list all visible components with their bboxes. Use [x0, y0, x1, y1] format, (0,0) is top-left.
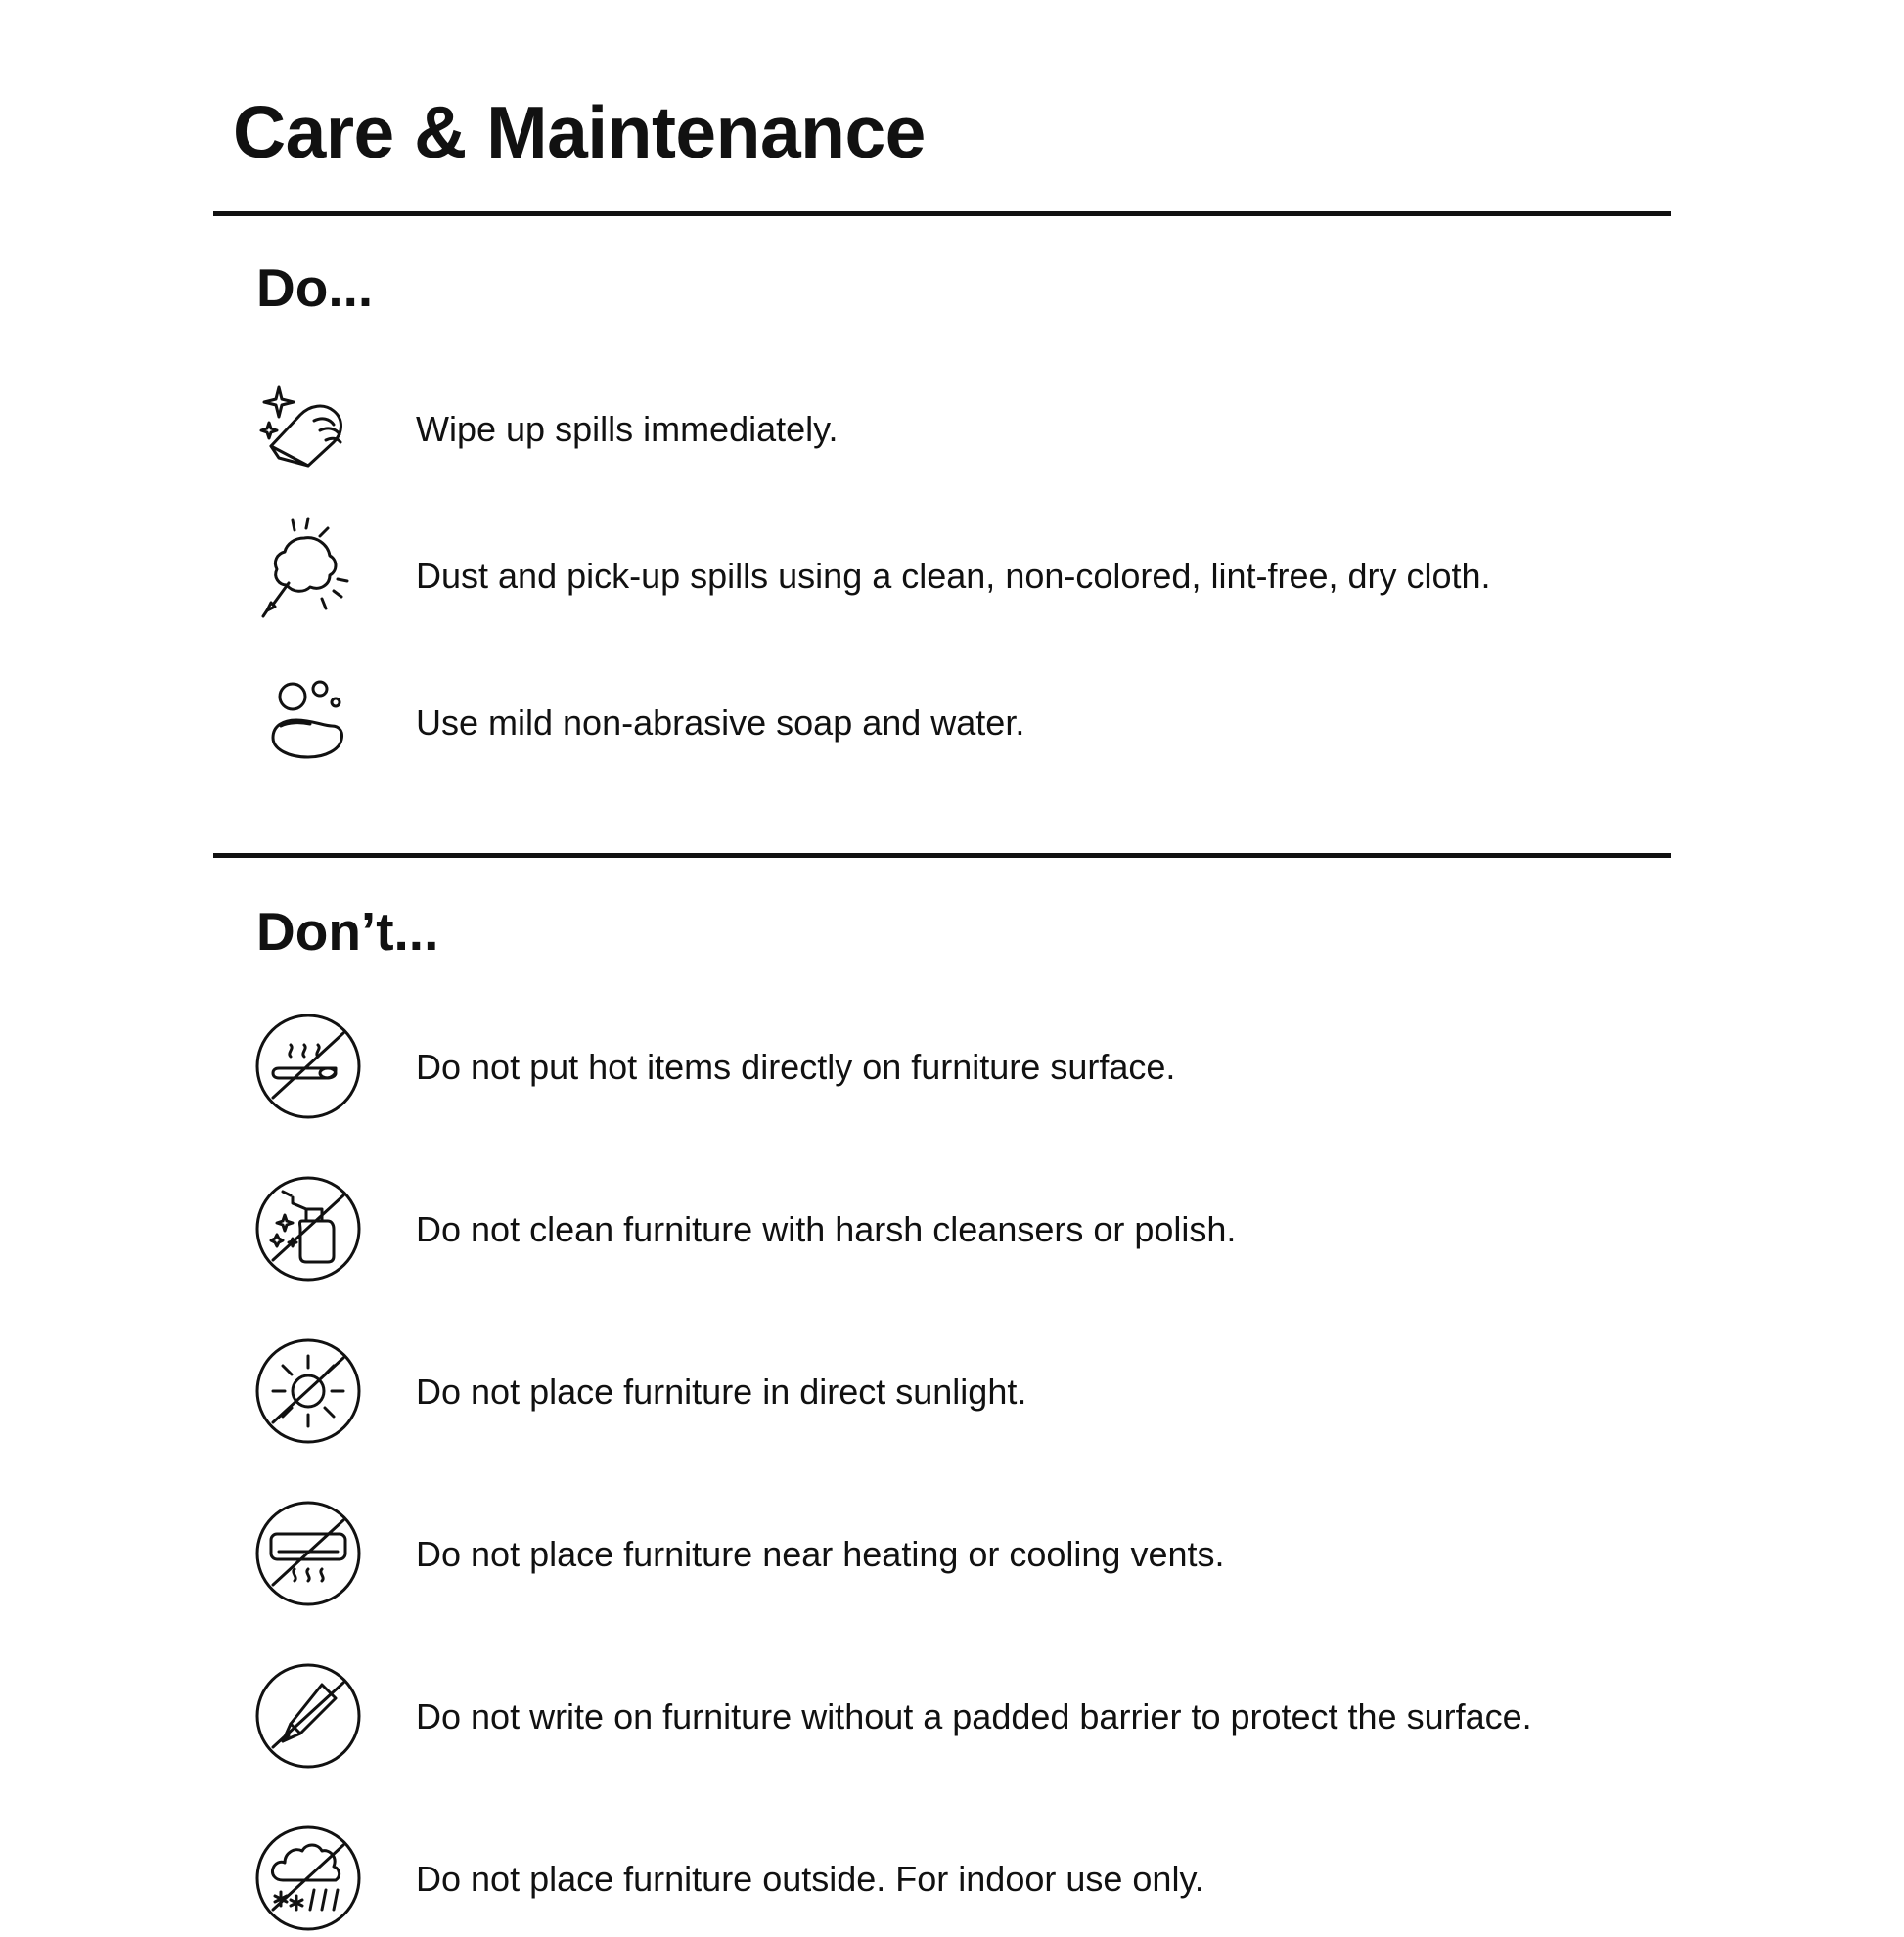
feather-duster-icon — [249, 517, 367, 634]
list-item-label: Wipe up spills immediately. — [416, 408, 839, 449]
no-direct-sunlight-icon — [249, 1332, 367, 1450]
list-item — [249, 1008, 1668, 1125]
list-item — [249, 370, 1668, 487]
list-item — [249, 663, 1668, 781]
divider-middle — [213, 853, 1671, 858]
list-item-label: Do not place furniture outside. For indoor use only. — [416, 1858, 1204, 1899]
list-item — [249, 1657, 1668, 1775]
list-item — [249, 1820, 1668, 1937]
list-item — [249, 517, 1668, 634]
list-item — [249, 1332, 1668, 1450]
page-title: Care & Maintenance — [233, 91, 926, 173]
no-outdoor-weather-icon — [249, 1820, 367, 1937]
list-item-label: Do not place furniture near heating or cooling vents. — [416, 1533, 1225, 1574]
no-hot-items-icon — [249, 1008, 367, 1125]
no-spray-cleanser-icon — [249, 1170, 367, 1287]
no-writing-pen-icon — [249, 1657, 367, 1775]
no-hvac-vent-icon — [249, 1495, 367, 1612]
list-item-label: Do not place furniture in direct sunlight. — [416, 1371, 1027, 1412]
list-item-label: Use mild non-abrasive soap and water. — [416, 701, 1025, 743]
list-item-label: Do not put hot items directly on furniture surface. — [416, 1046, 1176, 1087]
wiping-cloth-sparkle-icon — [249, 370, 367, 487]
divider-top — [213, 211, 1671, 216]
list-item-label: Do not clean furniture with harsh cleansers or polish. — [416, 1208, 1237, 1249]
list-item — [249, 1495, 1668, 1612]
list-item — [249, 1170, 1668, 1287]
soap-bar-bubbles-icon — [249, 663, 367, 781]
list-item-label: Do not write on furniture without a padded barrier to protect the surface. — [416, 1695, 1532, 1736]
section-heading-do: Do... — [256, 257, 374, 318]
list-item-label: Dust and pick-up spills using a clean, non-colored, lint-free, dry cloth. — [416, 555, 1491, 596]
section-heading-dont: Don’t... — [256, 901, 439, 962]
